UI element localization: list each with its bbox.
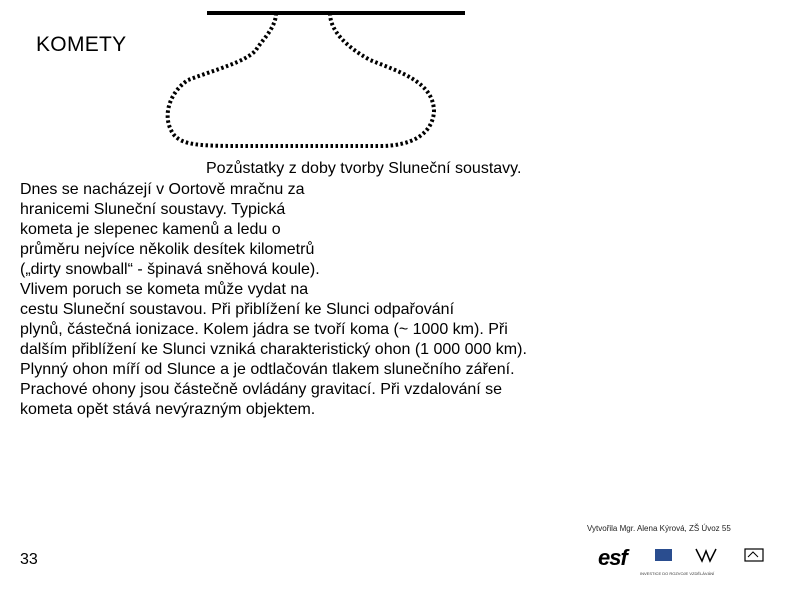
body-line: Vlivem poruch se kometa může vydat na <box>20 281 309 298</box>
slide-title: KOMETY <box>36 33 127 56</box>
intro-line: Pozůstatky z doby tvorby Sluneční soustavy. <box>206 160 522 177</box>
logo-tagline: INVESTICE DO ROZVOJE VZDĚLÁVÁNÍ <box>640 571 715 576</box>
body-line: kometa je slepenec kamenů a ledu o <box>20 221 281 238</box>
logo-strip <box>598 543 772 577</box>
eu-flag-icon <box>655 549 672 561</box>
page-number: 33 <box>20 551 38 568</box>
author-credit: Vytvořila Mgr. Alena Kýrová, ZŠ Úvoz 55 <box>587 524 731 533</box>
body-line: („dirty snowball“ - špinavá sněhová koule). <box>20 261 320 278</box>
body-line: cestu Sluneční soustavou. Při přiblížení ke Slunci odpařování <box>20 301 455 318</box>
esf-logo: esf <box>598 545 627 570</box>
body-line: dalším přiblížení ke Slunci vzniká charakteristický ohon (1 000 000 km). <box>20 341 527 358</box>
body-text <box>20 180 527 420</box>
ministry-logo-icon <box>694 545 718 565</box>
body-line: kometa opět stává nevýrazným objektem. <box>20 401 316 418</box>
body-line: hranicemi Sluneční soustavy. Typická <box>20 201 286 218</box>
comet-head-dotted-outline <box>168 13 434 146</box>
body-line: Dnes se nacházejí v Oortově mračnu za <box>20 181 305 198</box>
body-line: plynů, částečná ionizace. Kolem jádra se tvoří koma (~ 1000 km). Při <box>20 321 508 338</box>
body-line: Plynný ohon míří od Slunce a je odtlačován tlakem slunečního záření. <box>20 361 515 378</box>
body-line: průměru nejvíce několik desítek kilometrů <box>20 241 315 258</box>
body-line: Prachové ohony jsou částečně ovládány gravitací. Při vzdalování se <box>20 381 503 398</box>
op-logo-icon <box>743 547 767 563</box>
